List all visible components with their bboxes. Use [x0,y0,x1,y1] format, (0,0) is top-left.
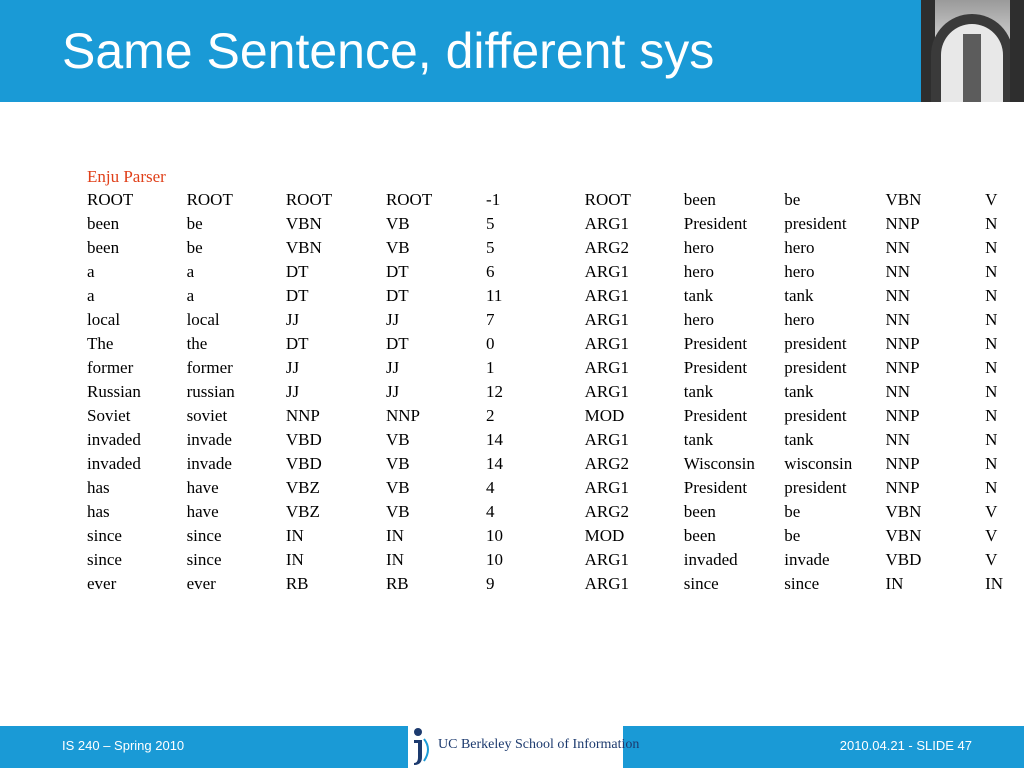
table-cell: tank [683,286,714,305]
table-row [85,236,1024,260]
table-cell: V [985,190,998,209]
table-cell: 14 [486,430,504,449]
school-logo-text: UC Berkeley School of Information [438,737,640,752]
table-cell: hero [683,310,715,329]
course-label: IS 240 – Spring 2010 [62,738,185,753]
table-cell: wisconsin [784,454,853,473]
table-cell: JJ [385,382,400,401]
table-cell: NN [885,310,911,329]
table-cell: 5 [486,214,495,233]
info-i-icon [410,727,432,767]
table-cell: soviet [186,406,228,425]
table-cell: NN [885,238,911,257]
table-cell: ever [87,574,117,593]
table-cell: VB [385,430,410,449]
table-cell: VBN [885,502,922,521]
table-cell: 5 [486,238,495,257]
table-cell: NN [885,262,911,281]
table-cell: The [87,334,114,353]
table-cell: has [87,502,110,521]
table-cell: since [186,550,222,569]
table-cell: DT [285,334,309,353]
table-cell: Soviet [87,406,131,425]
table-cell: hero [784,310,815,329]
table-cell: Russian [87,382,141,401]
table-row [85,356,1024,380]
table-cell: invade [784,550,830,569]
table-cell: RB [285,574,309,593]
table-cell: 10 [486,550,504,569]
table-cell: been [683,502,716,521]
table-cell: MOD [584,526,625,545]
table-cell: ROOT [584,190,631,209]
table-cell: ARG1 [584,334,630,353]
table-cell: hero [683,262,715,281]
table-cell: be [784,526,801,545]
table-cell: VBD [885,550,922,569]
table-cell: ARG2 [584,238,630,257]
table-cell: President [683,214,748,233]
table-row [85,260,1024,284]
table-cell: a [186,286,195,305]
table-cell: 1 [486,358,495,377]
table-row [85,332,1024,356]
table-cell: since [87,550,122,569]
table-cell: ARG1 [584,358,630,377]
parser-name: Enju Parser [87,167,166,186]
table-cell: ARG1 [584,478,630,497]
table-cell: president [784,478,847,497]
table-cell: tank [784,430,814,449]
table-cell: 2 [486,406,495,425]
table-cell: NNP [885,334,920,353]
table-cell: been [87,214,120,233]
table-cell: be [784,190,801,209]
table-cell: VBN [285,214,322,233]
table-cell: N [985,406,998,425]
table-cell: invaded [87,430,141,449]
table-cell: been [87,238,120,257]
table-row [85,572,1024,596]
table-cell: a [87,286,95,305]
table-cell: ROOT [186,190,233,209]
table-cell: invaded [683,550,738,569]
table-cell: 6 [486,262,495,281]
table-cell: ARG2 [584,454,630,473]
table-cell: since [186,526,222,545]
table-cell: VBN [885,190,922,209]
table-cell: NNP [885,406,920,425]
table-cell: hero [784,262,815,281]
table-cell: NN [885,286,911,305]
parse-table [85,188,1024,596]
table-cell: V [985,526,998,545]
table-cell: IN [285,526,304,545]
table-cell: former [87,358,134,377]
table-cell: be [186,214,203,233]
table-cell: 4 [486,478,495,497]
table-row [85,452,1024,476]
table-cell: ARG1 [584,214,630,233]
table-cell: N [985,430,998,449]
table-row [85,500,1024,524]
table-cell: JJ [285,310,300,329]
table-row [85,476,1024,500]
table-cell: russian [186,382,235,401]
table-cell: has [87,478,110,497]
table-cell: president [784,214,847,233]
table-cell: NNP [285,406,320,425]
table-cell: invade [186,454,232,473]
table-cell: VBZ [285,502,320,521]
table-cell: JJ [285,358,300,377]
table-cell: IN [985,574,1004,593]
table-cell: hero [784,238,815,257]
table-cell: since [784,574,820,593]
table-cell: hero [683,238,715,257]
table-cell: local [186,310,220,329]
table-cell: 11 [486,286,503,305]
table-cell: a [186,262,195,281]
table-cell: V [985,502,998,521]
table-cell: DT [385,286,409,305]
table-cell: 10 [486,526,504,545]
table-cell: IN [285,550,304,569]
table-cell: N [985,334,998,353]
table-cell: be [186,238,203,257]
table-row [85,548,1024,572]
table-cell: NNP [885,214,920,233]
table-row [85,428,1024,452]
table-cell: DT [285,262,309,281]
table-cell: President [683,358,748,377]
table-cell: ARG2 [584,502,630,521]
table-cell: 0 [486,334,495,353]
table-cell: VBN [885,526,922,545]
table-cell: NNP [885,454,920,473]
slide-number: 2010.04.21 - SLIDE 47 [839,738,972,753]
table-row [85,284,1024,308]
table-row [85,524,1024,548]
table-cell: N [985,286,998,305]
table-cell: Wisconsin [683,454,755,473]
table-cell: N [985,262,998,281]
table-cell: the [186,334,208,353]
table-cell: tank [784,286,814,305]
table-cell: RB [385,574,409,593]
table-cell: NN [885,382,911,401]
table-cell: VB [385,478,410,497]
table-cell: ARG1 [584,382,630,401]
table-cell: NNP [385,406,420,425]
table-cell: be [784,502,801,521]
building-photo [921,0,1024,102]
table-row [85,308,1024,332]
table-cell: been [683,526,716,545]
table-cell: VB [385,502,410,521]
table-cell: have [186,478,219,497]
table-cell: JJ [385,358,400,377]
table-cell: since [683,574,719,593]
table-cell: IN [385,550,404,569]
table-cell: ARG1 [584,430,630,449]
table-cell: President [683,478,748,497]
table-cell: President [683,406,748,425]
table-cell: 7 [486,310,495,329]
table-cell: VB [385,238,410,257]
table-cell: ROOT [285,190,333,209]
table-cell: tank [784,382,814,401]
table-cell: NNP [885,358,920,377]
table-cell: ROOT [385,190,433,209]
table-cell: JJ [285,382,300,401]
building-tower [963,34,981,102]
table-cell: N [985,238,998,257]
table-cell: since [87,526,122,545]
table-cell: local [87,310,121,329]
table-cell: president [784,406,847,425]
table-cell: JJ [385,310,400,329]
table-cell: NN [885,430,911,449]
table-cell: ROOT [87,190,134,209]
table-cell: invaded [87,454,141,473]
table-cell: ARG1 [584,310,630,329]
table-cell: N [985,478,998,497]
table-cell: VBZ [285,478,320,497]
table-cell: 14 [486,454,504,473]
table-cell: N [985,382,998,401]
table-cell: have [186,502,219,521]
table-row [85,380,1024,404]
table-cell: ever [186,574,216,593]
table-cell: VB [385,454,410,473]
table-cell: ARG1 [584,550,630,569]
parse-table-body [85,188,1024,596]
table-cell: ARG1 [584,286,630,305]
table-row [85,212,1024,236]
table-cell: VB [385,214,410,233]
table-cell: ARG1 [584,262,630,281]
table-cell: tank [683,382,714,401]
table-cell: N [985,310,998,329]
table-cell: 9 [486,574,495,593]
table-cell: VBD [285,454,322,473]
table-cell: 12 [486,382,504,401]
table-cell: N [985,214,998,233]
table-cell: president [784,334,847,353]
slide-title: Same Sentence, different sys [62,23,715,79]
table-cell: DT [385,334,409,353]
table-cell: 4 [486,502,495,521]
table-cell: President [683,334,748,353]
table-cell: NNP [885,478,920,497]
table-cell: VBD [285,430,322,449]
table-cell: president [784,358,847,377]
table-cell: DT [285,286,309,305]
table-cell: tank [683,430,714,449]
table-cell: VBN [285,238,322,257]
table-cell: a [87,262,95,281]
table-cell: ARG1 [584,574,630,593]
table-cell: DT [385,262,409,281]
table-row [85,188,1024,212]
table-cell: IN [885,574,904,593]
table-cell: been [683,190,716,209]
table-cell: IN [385,526,404,545]
building-pillar-right [1010,0,1024,102]
table-cell: MOD [584,406,625,425]
table-row [85,404,1024,428]
table-cell: N [985,358,998,377]
table-cell: N [985,454,998,473]
table-cell: invade [186,430,232,449]
table-cell: former [186,358,233,377]
table-cell: -1 [486,190,501,209]
table-cell: V [985,550,998,569]
